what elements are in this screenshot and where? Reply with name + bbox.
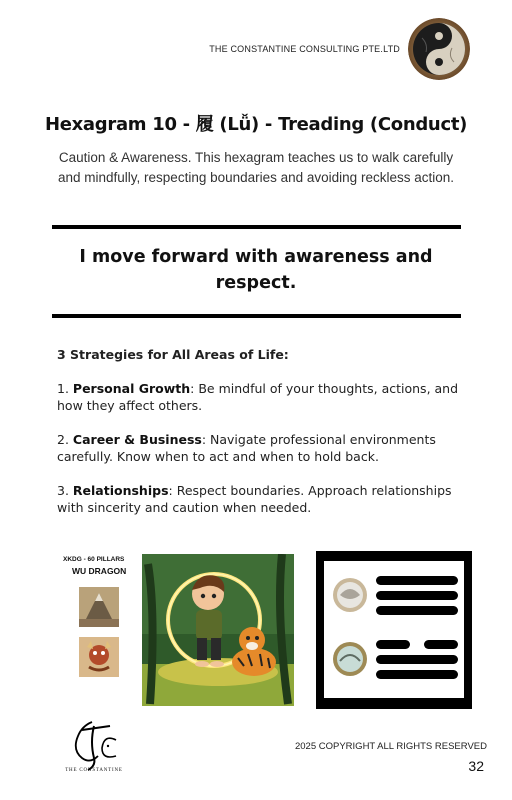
strategy-item bbox=[57, 380, 467, 414]
boy-and-tiger-illustration bbox=[142, 554, 294, 706]
strategy-number: 1. bbox=[57, 381, 69, 396]
page-title: Hexagram 10 - 履 (Lǚ) - Treading (Conduct) bbox=[44, 114, 468, 135]
company-name: THE CONSTANTINE CONSULTING PTE.LTD bbox=[209, 44, 400, 54]
strategy-label: Career & Business bbox=[72, 432, 202, 447]
hexagram-card bbox=[316, 551, 472, 709]
strategy-text: : Navigate professional environments carefully. Know when to act and when to hold back. bbox=[57, 432, 436, 464]
strategy-number: 2. bbox=[57, 432, 69, 447]
page-number: 32 bbox=[468, 758, 484, 774]
strategy-item bbox=[57, 482, 467, 516]
hexagram-card-inner bbox=[324, 561, 464, 698]
affirmation-text: I move forward with awareness and respect. bbox=[79, 247, 433, 293]
strategy-text: : Be mindful of your thoughts, actions, and how they affect others. bbox=[57, 381, 459, 413]
mountain-thumbnail-icon bbox=[79, 587, 119, 627]
strategy-item bbox=[57, 431, 467, 465]
yin-yang-logo-icon bbox=[408, 18, 470, 80]
copyright-text: 2025 COPYRIGHT ALL RIGHTS RESERVED bbox=[294, 741, 487, 752]
strategy-label: Personal Growth bbox=[72, 381, 191, 396]
logo-caption: THE CONSTANTINE bbox=[65, 768, 123, 773]
strategy-text: : Respect boundaries. Approach relationships with sincerity and caution when needed. bbox=[57, 483, 452, 515]
strategy-number: 3. bbox=[57, 483, 69, 498]
pillars-label: XKDG - 60 PILLARS bbox=[63, 556, 125, 563]
dragon-label: WU DRAGON bbox=[72, 566, 127, 576]
strategies-heading: 3 Strategies for All Areas of Life: bbox=[57, 347, 289, 362]
bottom-divider bbox=[52, 314, 461, 318]
strategy-label: Relationships bbox=[72, 483, 169, 498]
dragon-thumbnail-icon bbox=[79, 637, 119, 677]
intro-text: Caution & Awareness. This hexagram teaches us to walk carefully and mindfully, respecting boundaries and avoiding reckless action. bbox=[58, 150, 454, 185]
top-divider bbox=[52, 225, 461, 229]
